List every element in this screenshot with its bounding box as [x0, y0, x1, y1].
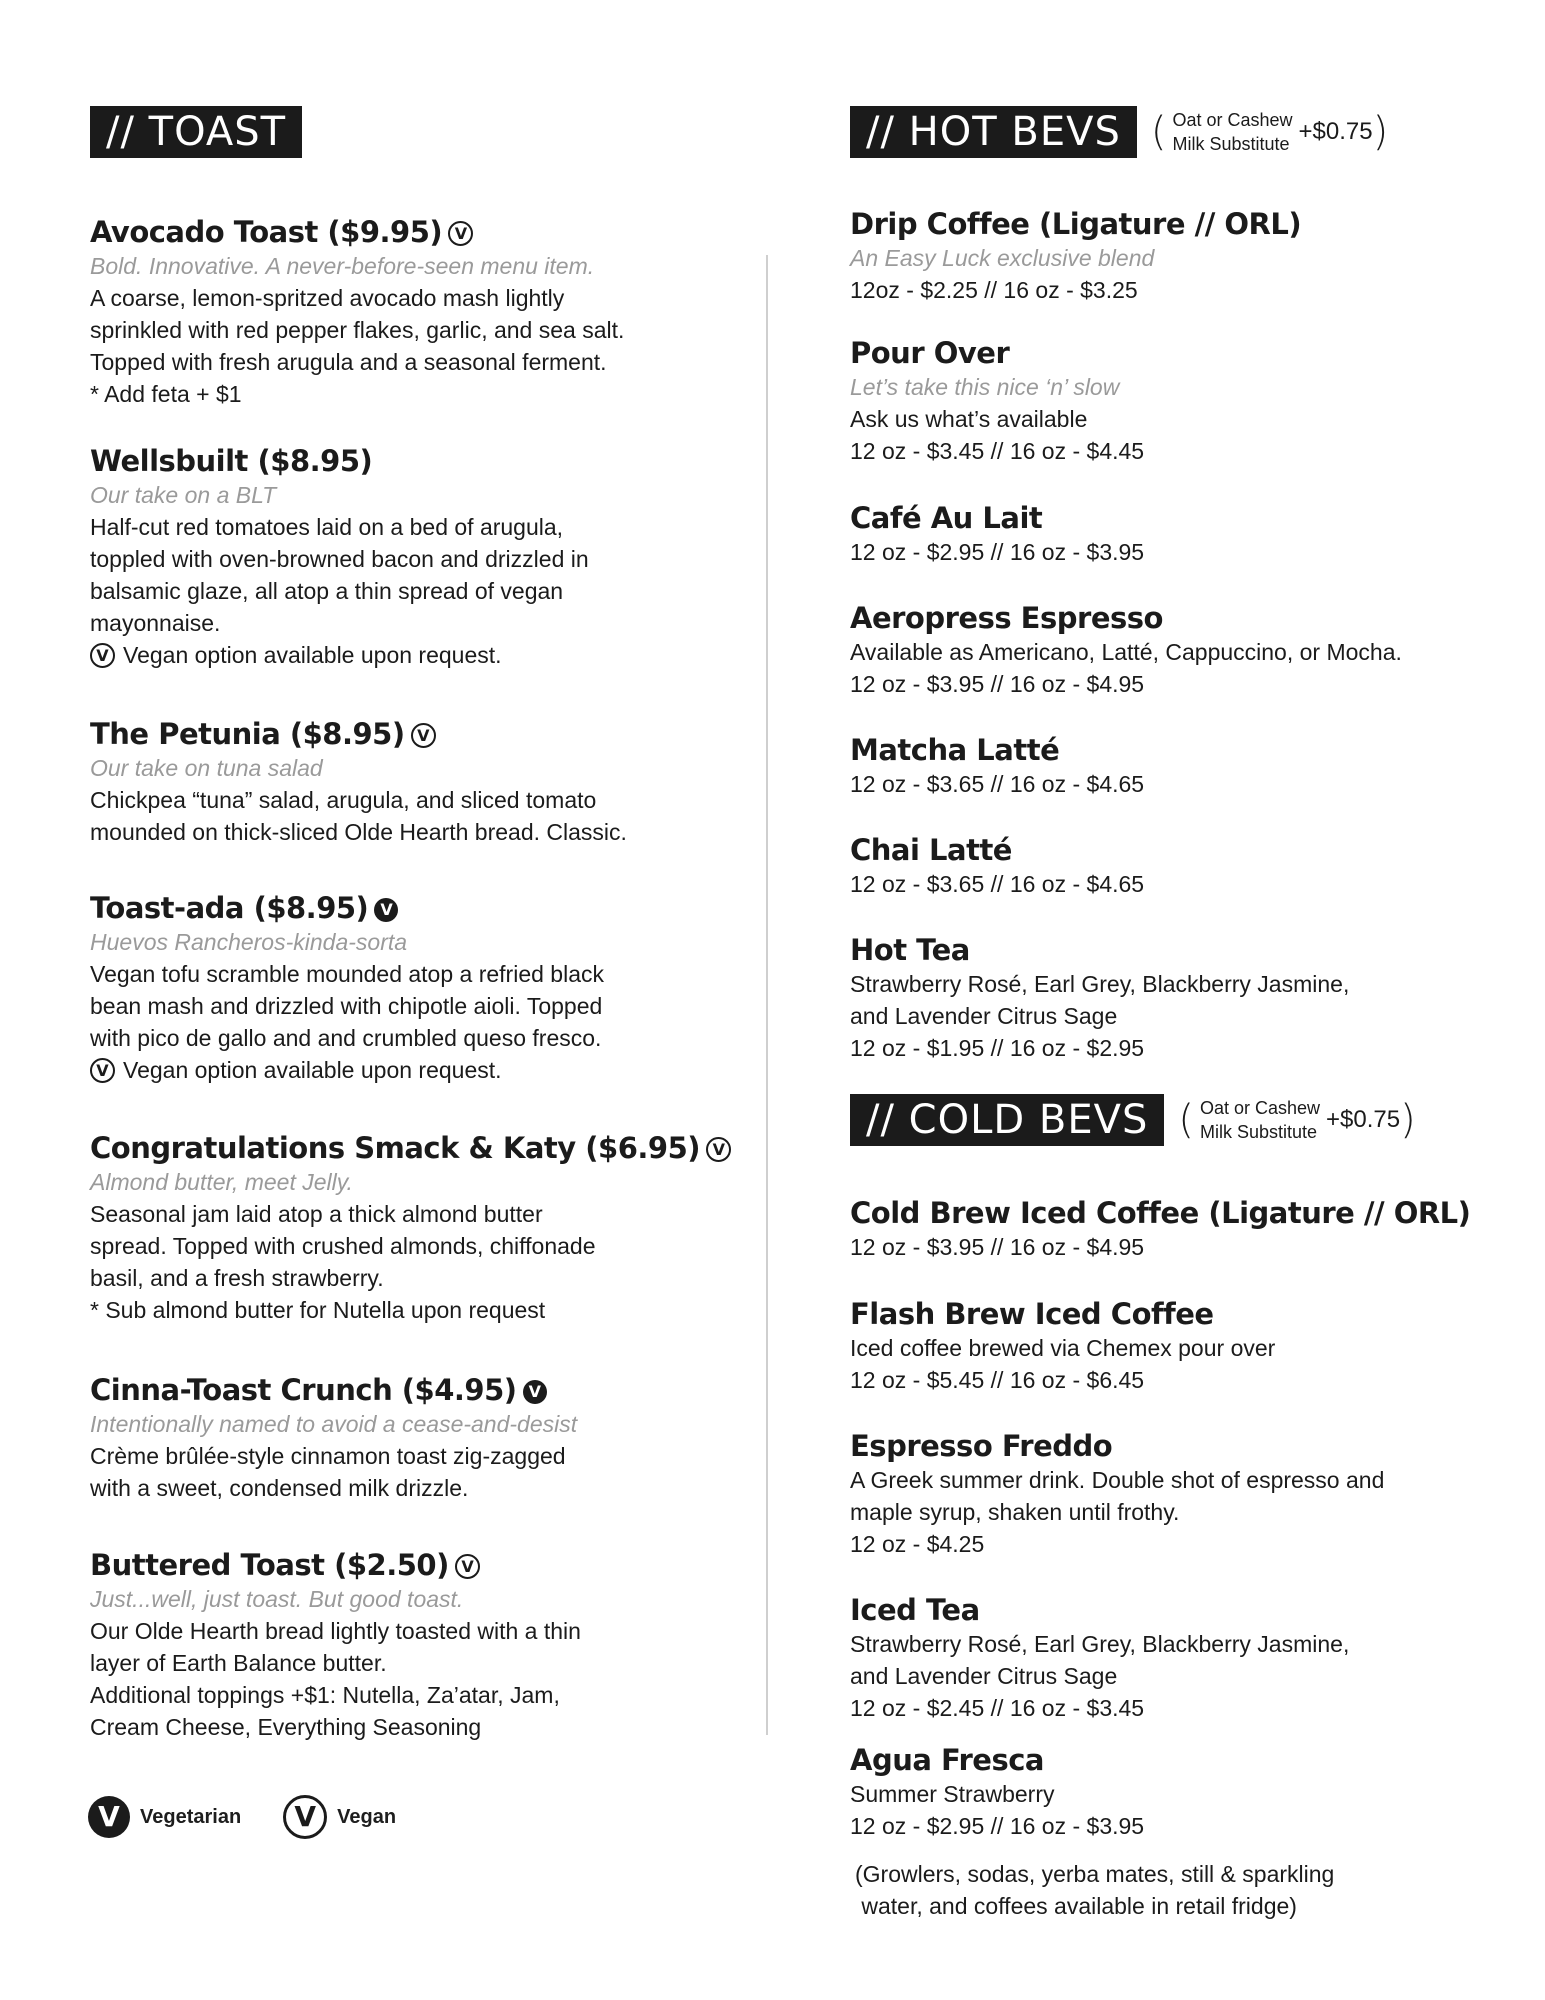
- item-tagline: Intentionally named to avoid a cease-and-desist: [90, 1411, 578, 1437]
- menu-item-hot-tea: [850, 932, 1490, 1064]
- item-title: [90, 716, 730, 752]
- item-price-line: 12oz - $2.25 // 16 oz - $3.25: [850, 277, 1138, 303]
- toast-section-title: // TOAST: [90, 106, 302, 158]
- item-price-line: 12 oz - $2.45 // 16 oz - $3.45: [850, 1695, 1145, 1721]
- milk-substitute-price: +$0.75: [1326, 1106, 1401, 1133]
- item-price-line: 12 oz - $3.65 // 16 oz - $4.65: [850, 871, 1145, 897]
- item-tagline: Bold. Innovative. A never-before-seen menu item.: [90, 253, 595, 279]
- item-price-line: 12 oz - $5.45 // 16 oz - $6.45: [850, 1367, 1145, 1393]
- vegan-badge-icon: V: [523, 1380, 547, 1404]
- vegetarian-legend-icon: V: [283, 1795, 327, 1839]
- item-name: Avocado Toast ($9.95): [90, 215, 443, 249]
- menu-item-toast-ada: [90, 890, 730, 1086]
- menu-item-chai-latte: [850, 832, 1490, 900]
- vegan-legend-icon: V: [88, 1796, 130, 1838]
- item-addon-note: * Add feta + $1: [90, 381, 242, 407]
- item-description-line: Topped with fresh arugula and a seasonal ferment.: [90, 349, 607, 375]
- item-title: [90, 214, 730, 250]
- item-description-line: Ask us what’s available: [850, 406, 1088, 432]
- menu-item-the-petunia: [90, 716, 730, 848]
- milk-note-line: Oat or Cashew: [1199, 1098, 1321, 1118]
- item-name: Flash Brew Iced Coffee: [850, 1297, 1214, 1331]
- item-name: The Petunia ($8.95): [90, 717, 405, 751]
- milk-note-text: [1172, 108, 1292, 156]
- open-bracket-icon: (: [1150, 109, 1167, 155]
- menu-item-cold-brew: [850, 1195, 1490, 1263]
- open-bracket-icon: (: [1178, 1097, 1194, 1143]
- item-tagline: Almond butter, meet Jelly.: [90, 1169, 353, 1195]
- item-price-line: 12 oz - $3.65 // 16 oz - $4.65: [850, 771, 1145, 797]
- item-description-line: and Lavender Citrus Sage: [850, 1663, 1118, 1689]
- vegan-option-note: [90, 639, 730, 671]
- item-name: Pour Over: [850, 336, 1010, 370]
- hot-bevs-section-title: // HOT BEVS: [850, 106, 1137, 158]
- item-description-line: sprinkled with red pepper flakes, garlic, and sea salt.: [90, 317, 625, 343]
- toast-section-header: [90, 106, 302, 158]
- item-description-line: Available as Americano, Latté, Cappuccino, or Mocha.: [850, 639, 1402, 665]
- item-description-line: Half-cut red tomatoes laid on a bed of arugula,: [90, 514, 564, 540]
- vegetarian-badge-icon: V: [448, 221, 473, 246]
- item-description-line: with a sweet, condensed milk drizzle.: [90, 1475, 469, 1501]
- vegetarian-badge-icon: V: [706, 1137, 731, 1162]
- item-name: Wellsbuilt ($8.95): [90, 444, 373, 478]
- menu-item-wellsbuilt: [90, 443, 730, 671]
- item-name: Cinna-Toast Crunch ($4.95): [90, 1373, 517, 1407]
- menu-item-drip-coffee: [850, 206, 1490, 306]
- footer-note-line: (Growlers, sodas, yerba mates, still & sparkling: [855, 1861, 1335, 1887]
- item-tagline: Huevos Rancheros-kinda-sorta: [90, 929, 408, 955]
- close-bracket-icon: ): [1400, 1097, 1416, 1143]
- menu-item-cafe-au-lait: [850, 500, 1490, 568]
- item-name: Agua Fresca: [850, 1743, 1044, 1777]
- item-price-line: 12 oz - $2.95 // 16 oz - $3.95: [850, 1813, 1145, 1839]
- item-description-line: Chickpea “tuna” salad, arugula, and sliced tomato: [90, 787, 597, 813]
- item-tagline: Our take on a BLT: [90, 482, 277, 508]
- item-description-line: Vegan tofu scramble mounded atop a refried black: [90, 961, 604, 987]
- item-name: Espresso Freddo: [850, 1429, 1113, 1463]
- menu-item-pour-over: [850, 335, 1490, 467]
- item-description-line: layer of Earth Balance butter.: [90, 1650, 387, 1676]
- item-description-line: toppled with oven-browned bacon and drizzled in: [90, 546, 589, 572]
- menu-item-congratulations-smack-katy: [90, 1130, 730, 1326]
- item-name: Hot Tea: [850, 933, 970, 967]
- menu-item-cinna-toast-crunch: [90, 1372, 730, 1504]
- item-price-line: 12 oz - $3.45 // 16 oz - $4.45: [850, 438, 1145, 464]
- item-tagline: Let’s take this nice ‘n’ slow: [850, 374, 1120, 400]
- item-name: Buttered Toast ($2.50): [90, 1548, 449, 1582]
- item-name: Iced Tea: [850, 1593, 980, 1627]
- item-name: Congratulations Smack & Katy ($6.95): [90, 1131, 701, 1165]
- item-name: Aeropress Espresso: [850, 601, 1163, 635]
- item-description-line: basil, and a fresh strawberry.: [90, 1265, 384, 1291]
- item-description-line: balsamic glaze, all atop a thin spread of vegan: [90, 578, 564, 604]
- item-price-line: 12 oz - $1.95 // 16 oz - $2.95: [850, 1035, 1145, 1061]
- menu-item-aeropress-espresso: [850, 600, 1490, 700]
- item-description-line: bean mash and drizzled with chipotle aioli. Topped: [90, 993, 603, 1019]
- vegetarian-badge-icon: V: [90, 1058, 115, 1083]
- item-title: [90, 1372, 730, 1408]
- item-name: Matcha Latté: [850, 733, 1060, 767]
- item-description-line: and Lavender Citrus Sage: [850, 1003, 1118, 1029]
- dietary-legend: [88, 1795, 438, 1839]
- menu-item-buttered-toast: [90, 1547, 730, 1743]
- item-description-line: A Greek summer drink. Double shot of espresso and: [850, 1467, 1385, 1493]
- column-divider: [766, 255, 768, 1735]
- menu-item-matcha-latte: [850, 732, 1490, 800]
- item-description-line: with pico de gallo and and crumbled queso fresco.: [90, 1025, 602, 1051]
- item-description-line: Our Olde Hearth bread lightly toasted with a thin: [90, 1618, 581, 1644]
- milk-substitute-note: [1151, 108, 1388, 156]
- cold-bevs-section-title: // COLD BEVS: [850, 1094, 1164, 1146]
- vegan-badge-icon: V: [374, 898, 398, 922]
- option-text: Vegan option available upon request.: [123, 642, 502, 668]
- item-description-line: Crème brûlée-style cinnamon toast zig-zagged: [90, 1443, 566, 1469]
- vegetarian-badge-icon: V: [411, 723, 436, 748]
- item-name: Drip Coffee (Ligature // ORL): [850, 207, 1302, 241]
- item-title: [90, 1130, 730, 1166]
- menu-item-avocado-toast: [90, 214, 730, 410]
- item-description-line: Seasonal jam laid atop a thick almond butter: [90, 1201, 543, 1227]
- milk-substitute-note: [1178, 1096, 1415, 1144]
- milk-note-line: Oat or Cashew: [1172, 110, 1293, 130]
- footer-note-line: water, and coffees available in retail fridge): [855, 1893, 1297, 1919]
- item-name: Café Au Lait: [850, 501, 1043, 535]
- vegetarian-badge-icon: V: [455, 1554, 480, 1579]
- item-price-line: 12 oz - $4.25: [850, 1531, 985, 1557]
- item-description-line: maple syrup, shaken until frothy.: [850, 1499, 1180, 1525]
- item-tagline: Just...well, just toast. But good toast.: [90, 1586, 464, 1612]
- hot-bevs-section-header: [850, 106, 1388, 158]
- item-tagline: An Easy Luck exclusive blend: [850, 245, 1155, 271]
- vegetarian-badge-icon: V: [90, 643, 115, 668]
- legend-label: Vegan: [337, 1805, 397, 1828]
- milk-note-text: [1200, 1096, 1320, 1144]
- item-description-line: A coarse, lemon-spritzed avocado mash lightly: [90, 285, 565, 311]
- cold-bevs-section-header: [850, 1094, 1416, 1146]
- item-description-line: mayonnaise.: [90, 610, 221, 636]
- item-description-line: Strawberry Rosé, Earl Grey, Blackberry Jasmine,: [850, 971, 1350, 997]
- legend-label: Vegetarian: [140, 1805, 242, 1828]
- item-title: [90, 890, 730, 926]
- item-price-line: 12 oz - $2.95 // 16 oz - $3.95: [850, 539, 1145, 565]
- vegan-option-note: [90, 1054, 730, 1086]
- item-price-line: 12 oz - $3.95 // 16 oz - $4.95: [850, 1234, 1145, 1260]
- item-description-line: Additional toppings +$1: Nutella, Za’atar, Jam,: [90, 1682, 560, 1708]
- menu-item-iced-tea: [850, 1592, 1490, 1724]
- item-title: [90, 1547, 730, 1583]
- item-name: Cold Brew Iced Coffee (Ligature // ORL): [850, 1196, 1471, 1230]
- item-description-line: Strawberry Rosé, Earl Grey, Blackberry Jasmine,: [850, 1631, 1350, 1657]
- item-name: Chai Latté: [850, 833, 1012, 867]
- item-tagline: Our take on tuna salad: [90, 755, 323, 781]
- milk-substitute-price: +$0.75: [1298, 118, 1373, 145]
- milk-note-line: Milk Substitute: [1199, 1122, 1318, 1142]
- menu-item-agua-fresca: [850, 1742, 1490, 1842]
- retail-fridge-note: [855, 1858, 1334, 1922]
- close-bracket-icon: ): [1372, 109, 1389, 155]
- item-description-line: mounded on thick-sliced Olde Hearth bread. Classic.: [90, 819, 627, 845]
- item-description-line: spread. Topped with crushed almonds, chiffonade: [90, 1233, 596, 1259]
- milk-note-line: Milk Substitute: [1172, 134, 1290, 154]
- menu-item-flash-brew: [850, 1296, 1490, 1396]
- item-description-line: Cream Cheese, Everything Seasoning: [90, 1714, 482, 1740]
- item-description-line: Iced coffee brewed via Chemex pour over: [850, 1335, 1276, 1361]
- option-text: Vegan option available upon request.: [123, 1057, 502, 1083]
- item-price-line: 12 oz - $3.95 // 16 oz - $4.95: [850, 671, 1145, 697]
- item-addon-note: * Sub almond butter for Nutella upon request: [90, 1297, 546, 1323]
- menu-item-espresso-freddo: [850, 1428, 1490, 1560]
- item-name: Toast-ada ($8.95): [90, 891, 369, 925]
- item-description-line: Summer Strawberry: [850, 1781, 1055, 1807]
